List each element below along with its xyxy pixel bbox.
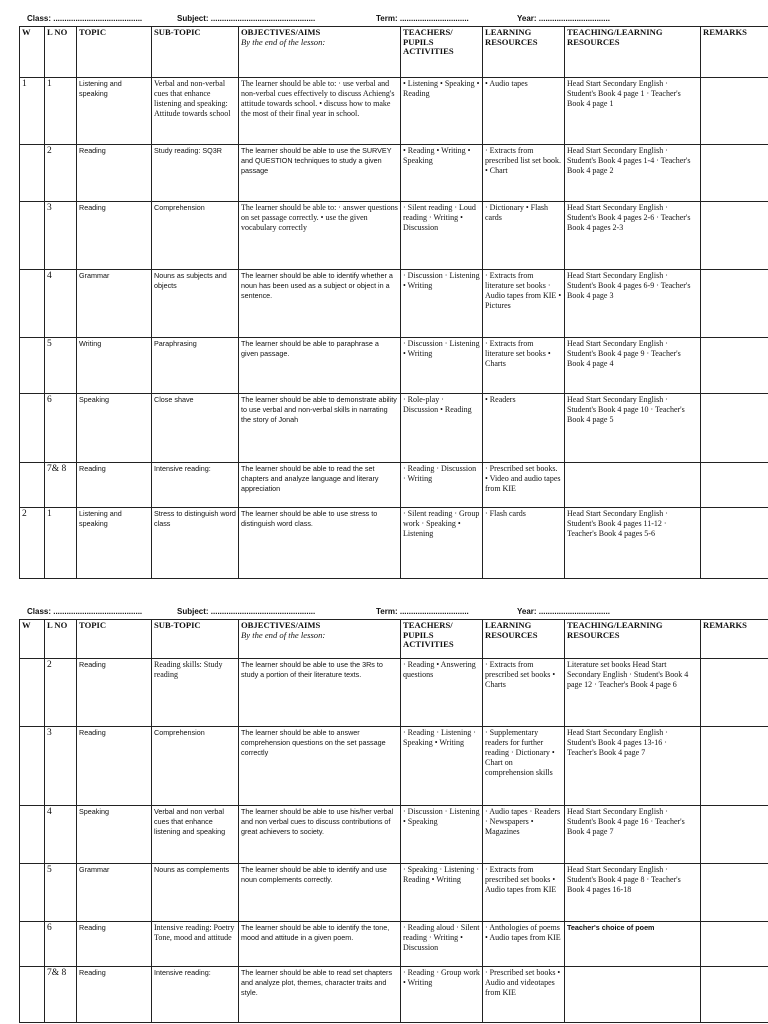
learning-cell: · Extracts from prescribed set books • Charts <box>483 659 565 727</box>
teaching-cell: Head Start Secondary English · Student's Book 4 page 10 · Teacher's Book 4 page 5 <box>565 394 701 463</box>
col-activities: TEACHERS/ PUPILS ACTIVITIES <box>401 27 483 78</box>
topic-cell: Listening and speaking <box>77 78 152 145</box>
subtopic-cell: Nouns as complements <box>152 864 239 922</box>
subtopic-cell: Study reading: SQ3R <box>152 145 239 202</box>
topic-cell: Speaking <box>77 394 152 463</box>
teaching-cell: Literature set books Head Start Secondary English · Student's Book 4 page 12 · Teacher's Book 4 page 6 <box>565 659 701 727</box>
table-row <box>20 338 768 394</box>
lesson-cell: 4 <box>45 270 77 338</box>
col-lesson: L NO <box>45 27 77 78</box>
subtopic-cell: Verbal and non-verbal cues that enhance listening and speaking: Attitude towards school <box>152 78 239 145</box>
topic-cell: Reading <box>77 659 152 727</box>
col-lesson: L NO <box>45 620 77 659</box>
remarks-cell <box>701 270 768 338</box>
topic-cell: Reading <box>77 727 152 806</box>
subtopic-cell: Paraphrasing <box>152 338 239 394</box>
teaching-cell <box>565 967 701 1023</box>
week-cell <box>20 394 45 463</box>
lesson-cell: 6 <box>45 394 77 463</box>
week-cell <box>20 967 45 1023</box>
teaching-cell: Head Start Secondary English · Student's Book 4 page 8 · Teacher's Book 4 pages 16-18 <box>565 864 701 922</box>
objectives-cell: The learner should be able to: · answer questions on set passage correctly. • use the given vocabulary correctly <box>239 202 401 270</box>
activities-cell: • Reading • Writing • Speaking <box>401 145 483 202</box>
lesson-cell: 5 <box>45 864 77 922</box>
topic-cell: Reading <box>77 202 152 270</box>
year-field: Year: ................................ <box>517 607 610 616</box>
col-remarks: REMARKS <box>701 27 768 78</box>
table-row <box>20 145 768 202</box>
objectives-cell: The learner should be able to use his/her verbal and non verbal cues to discuss contributions of great achievers to society. <box>239 806 401 864</box>
teaching-cell: Head Start Secondary English · Student's Book 4 page 16 · Teacher's Book 4 page 7 <box>565 806 701 864</box>
year-field: Year: ................................ <box>517 14 610 23</box>
subtopic-cell: Close shave <box>152 394 239 463</box>
table-row <box>20 463 768 508</box>
week-cell: 1 <box>20 78 45 145</box>
learning-cell: • Readers <box>483 394 565 463</box>
lesson-cell: 5 <box>45 338 77 394</box>
learning-cell: · Extracts from prescribed set books • Audio tapes from KIE <box>483 864 565 922</box>
topic-cell: Speaking <box>77 806 152 864</box>
subject-field: Subject: ............................................... <box>177 14 316 23</box>
activities-cell: · Silent reading · Loud reading · Writing • Discussion <box>401 202 483 270</box>
lesson-cell: 1 <box>45 508 77 579</box>
learning-cell: · Flash cards <box>483 508 565 579</box>
col-activities: TEACHERS/ PUPILS ACTIVITIES <box>401 620 483 659</box>
topic-cell: Grammar <box>77 864 152 922</box>
learning-cell: · Extracts from literature set books · Audio tapes from KIE • Pictures <box>483 270 565 338</box>
objectives-cell: The learner should be able to use the 3Rs to study a portion of their literature texts. <box>239 659 401 727</box>
lesson-cell: 6 <box>45 922 77 967</box>
topic-cell: Grammar <box>77 270 152 338</box>
lesson-cell: 3 <box>45 202 77 270</box>
remarks-cell <box>701 727 768 806</box>
lesson-cell: 3 <box>45 727 77 806</box>
table-row <box>20 394 768 463</box>
remarks-cell <box>701 78 768 145</box>
activities-cell: · Discussion · Listening • Writing <box>401 270 483 338</box>
activities-cell: · Discussion · Listening • Writing <box>401 338 483 394</box>
remarks-cell <box>701 806 768 864</box>
activities-cell: · Reading · Discussion · Writing <box>401 463 483 508</box>
activities-cell: · Reading · Group work • Writing <box>401 967 483 1023</box>
learning-cell: • Audio tapes <box>483 78 565 145</box>
lesson-cell: 1 <box>45 78 77 145</box>
col-topic: TOPIC <box>77 27 152 78</box>
activities-cell: · Role-play · Discussion • Reading <box>401 394 483 463</box>
col-topic: TOPIC <box>77 620 152 659</box>
teaching-cell: Head Start Secondary English · Student's Book 4 pages 6-9 · Teacher's Book 4 page 3 <box>565 270 701 338</box>
remarks-cell <box>701 145 768 202</box>
lesson-cell: 2 <box>45 659 77 727</box>
page-header <box>0 12 768 26</box>
activities-cell: · Reading • Answering questions <box>401 659 483 727</box>
table-row <box>20 806 768 864</box>
col-week: W <box>20 27 45 78</box>
subtopic-cell: Verbal and non verbal cues that enhance listening and speaking <box>152 806 239 864</box>
term-field: Term: ............................... <box>376 14 469 23</box>
topic-cell: Reading <box>77 145 152 202</box>
activities-cell: · Speaking · Listening · Reading • Writing <box>401 864 483 922</box>
page-header <box>0 605 768 619</box>
remarks-cell <box>701 463 768 508</box>
term-field: Term: ............................... <box>376 607 469 616</box>
col-week: W <box>20 620 45 659</box>
lesson-cell: 7& 8 <box>45 463 77 508</box>
activities-cell: • Listening • Speaking • Reading <box>401 78 483 145</box>
remarks-cell <box>701 659 768 727</box>
week-cell <box>20 864 45 922</box>
objectives-cell: The learner should be able to identify and use noun complements correctly. <box>239 864 401 922</box>
col-objectives: OBJECTIVES/AIMS By the end of the lesson: <box>239 620 401 659</box>
table-header-row <box>20 27 768 78</box>
week-cell <box>20 145 45 202</box>
remarks-cell <box>701 508 768 579</box>
teaching-cell: Head Start Secondary English · Student's Book 4 pages 11-12 · Teacher's Book 4 pages 5-6 <box>565 508 701 579</box>
week-cell <box>20 202 45 270</box>
table-row <box>20 78 768 145</box>
scheme-page-2 <box>0 605 768 1023</box>
week-cell <box>20 338 45 394</box>
subject-field: Subject: ............................................... <box>177 607 316 616</box>
activities-cell: · Discussion · Listening • Speaking <box>401 806 483 864</box>
objectives-cell: The learner should be able to read the set chapters and analyze language and literary appreciation <box>239 463 401 508</box>
teaching-cell: Head Start Secondary English · Student's Book 4 pages 2-6 · Teacher's Book 4 pages 2-3 <box>565 202 701 270</box>
teaching-cell: Head Start Secondary English · Student's Book 4 pages 1-4 · Teacher's Book 4 page 2 <box>565 145 701 202</box>
lesson-cell: 4 <box>45 806 77 864</box>
week-cell <box>20 270 45 338</box>
objectives-cell: The learner should be able to use the SURVEY and QUESTION techniques to study a given passage <box>239 145 401 202</box>
learning-cell: · Extracts from prescribed list set book. • Chart <box>483 145 565 202</box>
subtopic-cell: Intensive reading: <box>152 967 239 1023</box>
teaching-cell: Teacher's choice of poem <box>565 922 701 967</box>
objectives-cell: The learner should be able to use stress to distinguish word class. <box>239 508 401 579</box>
remarks-cell <box>701 922 768 967</box>
subtopic-cell: Reading skills: Study reading <box>152 659 239 727</box>
subtopic-cell: Comprehension <box>152 202 239 270</box>
lesson-cell: 2 <box>45 145 77 202</box>
objectives-cell: The learner should be able to read set chapters and analyze plot, themes, character traits and style. <box>239 967 401 1023</box>
topic-cell: Reading <box>77 967 152 1023</box>
class-field: Class: ........................................ <box>27 14 143 23</box>
table-row <box>20 864 768 922</box>
class-field: Class: ........................................ <box>27 607 143 616</box>
teaching-cell: Head Start Secondary English · Student's Book 4 page 1 · Teacher's Book 4 page 1 <box>565 78 701 145</box>
teaching-cell: Head Start Secondary English · Student's Book 4 page 9 · Teacher's Book 4 page 4 <box>565 338 701 394</box>
objectives-cell: The learner should be able to: · use verbal and non-verbal cues effectively to discuss Achieng's attitude towards school. • discuss how to make the most of their final year in school. <box>239 78 401 145</box>
learning-cell: · Prescribed set books. • Video and audio tapes from KIE <box>483 463 565 508</box>
remarks-cell <box>701 864 768 922</box>
learning-cell: · Extracts from literature set books • Charts <box>483 338 565 394</box>
week-cell: 2 <box>20 508 45 579</box>
subtopic-cell: Stress to distinguish word class <box>152 508 239 579</box>
table-row <box>20 727 768 806</box>
topic-cell: Reading <box>77 463 152 508</box>
remarks-cell <box>701 338 768 394</box>
activities-cell: · Reading aloud · Silent reading · Writing • Discussion <box>401 922 483 967</box>
learning-cell: · Prescribed set books • Audio and videotapes from KIE <box>483 967 565 1023</box>
col-remarks: REMARKS <box>701 620 768 659</box>
subtopic-cell: Intensive reading: <box>152 463 239 508</box>
learning-cell: · Dictionary • Flash cards <box>483 202 565 270</box>
week-cell <box>20 659 45 727</box>
scheme-table <box>19 619 768 1023</box>
topic-cell: Reading <box>77 922 152 967</box>
col-objectives: OBJECTIVES/AIMS By the end of the lesson: <box>239 27 401 78</box>
activities-cell: · Silent reading · Group work · Speaking • Listening <box>401 508 483 579</box>
col-learning: LEARNING RESOURCES <box>483 620 565 659</box>
activities-cell: · Reading · Listening · Speaking • Writing <box>401 727 483 806</box>
week-cell <box>20 727 45 806</box>
objectives-cell: The learner should be able to identify whether a noun has been used as a subject or object in a sentence. <box>239 270 401 338</box>
col-subtopic: SUB-TOPIC <box>152 27 239 78</box>
remarks-cell <box>701 967 768 1023</box>
teaching-cell: Head Start Secondary English · Student's Book 4 pages 13-16 · Teacher's Book 4 page 7 <box>565 727 701 806</box>
subtopic-cell: Intensive reading: Poetry Tone, mood and attitude <box>152 922 239 967</box>
table-header-row <box>20 620 768 659</box>
objectives-cell: The learner should be able to answer comprehension questions on the set passage correctly <box>239 727 401 806</box>
table-row <box>20 202 768 270</box>
col-teaching: TEACHING/LEARNING RESOURCES <box>565 27 701 78</box>
lesson-cell: 7& 8 <box>45 967 77 1023</box>
remarks-cell <box>701 394 768 463</box>
objectives-cell: The learner should be able to identify the tone, mood and attitude in a given poem. <box>239 922 401 967</box>
table-row <box>20 659 768 727</box>
learning-cell: · Anthologies of poems • Audio tapes from KIE <box>483 922 565 967</box>
teaching-cell <box>565 463 701 508</box>
objectives-cell: The learner should be able to demonstrate ability to use verbal and non-verbal skills in narrating the story of Jonah <box>239 394 401 463</box>
remarks-cell <box>701 202 768 270</box>
week-cell <box>20 922 45 967</box>
scheme-table <box>19 26 768 579</box>
table-row <box>20 967 768 1023</box>
week-cell <box>20 463 45 508</box>
topic-cell: Writing <box>77 338 152 394</box>
subtopic-cell: Nouns as subjects and objects <box>152 270 239 338</box>
subtopic-cell: Comprehension <box>152 727 239 806</box>
table-row <box>20 270 768 338</box>
topic-cell: Listening and speaking <box>77 508 152 579</box>
table-row <box>20 922 768 967</box>
week-cell <box>20 806 45 864</box>
learning-cell: · Audio tapes · Readers · Newspapers • Magazines <box>483 806 565 864</box>
col-teaching: TEACHING/LEARNING RESOURCES <box>565 620 701 659</box>
col-subtopic: SUB-TOPIC <box>152 620 239 659</box>
scheme-page-1 <box>0 12 768 579</box>
table-row <box>20 508 768 579</box>
learning-cell: · Supplementary readers for further reading · Dictionary • Chart on comprehension skills <box>483 727 565 806</box>
objectives-cell: The learner should be able to paraphrase a given passage. <box>239 338 401 394</box>
col-learning: LEARNING RESOURCES <box>483 27 565 78</box>
